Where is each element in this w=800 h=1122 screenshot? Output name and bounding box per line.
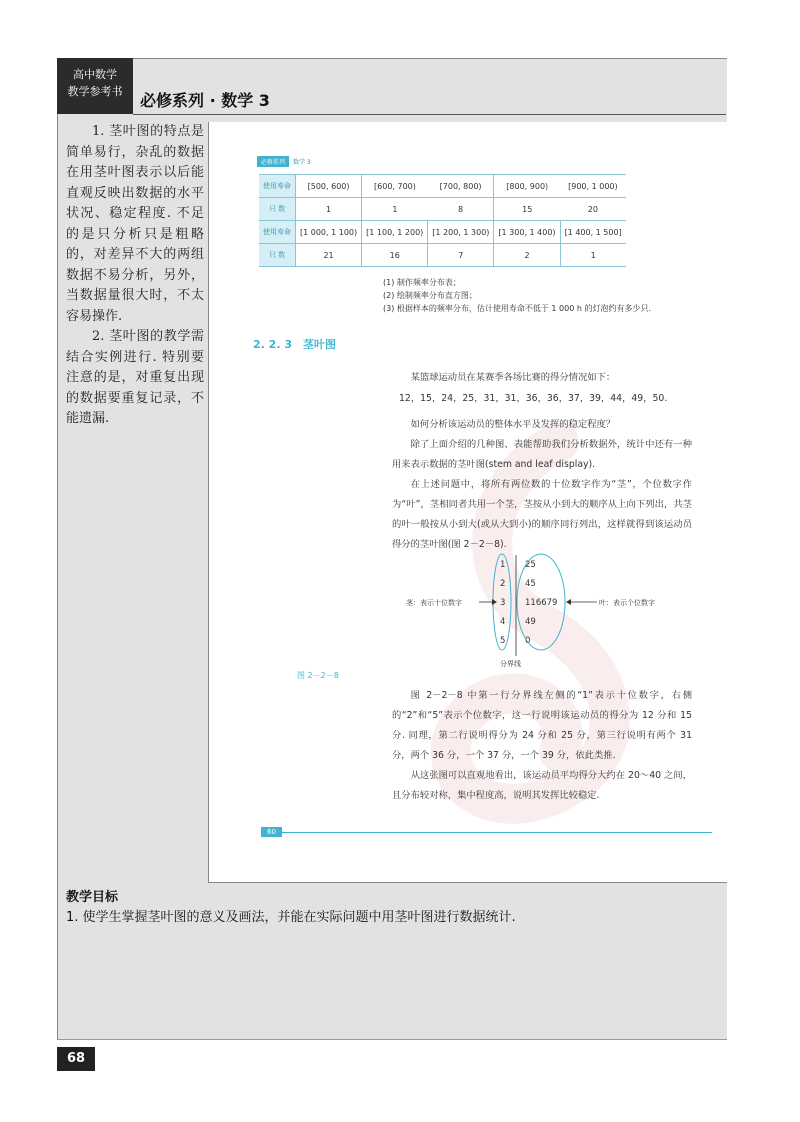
question-paragraph: 如何分析该运动员的整体水平及发挥的稳定程度？ [410,419,616,430]
table-cell: 15 [494,198,560,221]
inner-series-subtitle: 数学 3 [293,159,311,166]
table-cell: 1 [296,198,362,221]
definition-text: 除了上面介绍的几种图、表能帮助我们分析数据外，统计中还有一种用来表示数据的 [392,439,692,470]
question-3: (3) 根据样本的频率分布，估计使用寿命不低于 1 000 h 的灯泡约有多少只. [383,304,652,313]
series-line-1: 高中数学 [73,68,117,81]
stem-digit: 1 [500,560,506,570]
question-2: (2) 绘制频率分布直方图； [383,291,477,300]
table-row [259,175,626,198]
goal-item-1: 1. 使学生掌握茎叶图的意义及画法，并能在实际问题中用茎叶图进行数据统计. [66,910,516,925]
table-cell: 1 [362,198,428,221]
leaf-label: 叶：表示个位数字 [599,599,655,607]
header-divider [133,114,726,115]
section-heading: 2. 2. 3 茎叶图 [253,338,336,351]
table-cell: [600, 700) [362,175,428,198]
inner-page-footer [261,827,712,837]
stem-label: 茎：表示十位数字 [406,599,462,607]
divider-label: 分界线 [500,660,521,668]
inner-series-tag: 必修系列 [257,156,289,167]
table-cell: 1 [560,244,626,267]
goals-title: 教学目标 [66,890,119,905]
table-cell: 8 [428,198,494,221]
textbook-page-excerpt [208,122,727,883]
conclusion-paragraph: 从这张图可以直观地看出，该运动员平均得分大约在 20～40 之间，且分布较对称，集中程度高，说明其发挥比较稳定. [392,770,692,801]
table-cell: 只 数 [259,244,296,267]
table-row [259,198,626,221]
table-cell: [700, 800) [428,175,494,198]
series-badge [57,58,133,114]
question-1: (1) 制作频率分布表； [383,278,461,287]
inner-footer-rule [282,832,712,833]
main-text [392,415,692,555]
side-note-paragraph-2: 2. 茎叶图的教学需结合实例进行. 特别要注意的是，对重复出现的数据要重复记录，不能遗漏. [66,329,204,426]
table-cell: 21 [296,244,362,267]
leaf-digits: 49 [525,617,536,627]
stem-digit: 4 [500,617,506,627]
construction-paragraph: 在上述问题中，将所有两位数的十位数字作为“茎”，个位数字作为“叶”，茎相同者共用一个茎，茎按从小到大的顺序从上向下列出，共茎的叶一般按从小到大(或从大到小)的顺序同行列出，这样就得到该运动员得分的茎叶图(图 2－2－8). [392,479,692,550]
table-cell: [1 200, 1 300) [428,221,494,244]
series-line-2: 教学参考书 [67,85,123,98]
table-cell: 只 数 [259,198,296,221]
table-cell: [800, 900) [494,175,560,198]
exercise-questions [383,276,651,315]
inner-header-strip [257,156,311,167]
stem-leaf-definition [392,435,692,475]
leaf-digits: 45 [525,579,536,589]
table-cell: 2 [494,244,560,267]
table-cell: [1 300, 1 400) [494,221,560,244]
table-row [259,221,626,244]
explanation-paragraph: 图 2－2－8 中第一行分界线左侧的“1”表示十位数字，右侧的“2”和“5”表示个位数字，这一行说明该运动员的得分为 12 分和 15 分. 同理，第二行说明得分为 24 分和 25 分，第三行说明有两个 31 分，两个 36 分，一个 37 分，一个 39 分，依此类推. [392,690,692,761]
page-number: 68 [57,1047,95,1071]
intro-text [392,368,692,388]
figure-caption: 图 2－2－8 [297,671,339,680]
leaf-arrowhead [566,599,571,605]
table-cell: [500, 600) [296,175,362,198]
table-cell: 使用寿命 [259,221,296,244]
side-note [66,122,204,430]
table-cell: 16 [362,244,428,267]
stem-leaf-term: 茎叶图 [457,459,485,470]
inner-page-number: 60 [261,827,282,837]
table-cell: 20 [560,198,626,221]
definition-english: (stem and leaf display). [485,459,596,470]
table-cell: [1 400, 1 500] [560,221,626,244]
stem-arrowhead [492,599,497,605]
table-cell: 7 [428,244,494,267]
leaf-digits: 0 [525,636,531,646]
stem-digit: 3 [500,598,506,608]
stem-digit: 5 [500,636,506,646]
table-row [259,244,626,267]
table-cell: [1 100, 1 200) [362,221,428,244]
stem-leaf-diagram [389,552,689,670]
page-header-title: 必修系列 · 数学 3 [140,91,270,110]
leaf-digits: 116679 [525,598,558,608]
intro-paragraph: 某篮球运动员在某赛季各场比赛的得分情况如下： [410,372,616,383]
leaf-digits: 25 [525,560,536,570]
table-cell: [1 000, 1 100) [296,221,362,244]
table-cell: [900, 1 000) [560,175,626,198]
side-note-paragraph-1: 1. 茎叶图的特点是简单易行，杂乱的数据在用茎叶图表示以后能直观反映出数据的水平状况、稳定程度. 不足的是只分析只是粗略的，对差异不大的两组数据不易分析，另外，当数据量很大时，不太容易操作. [66,124,204,324]
bulb-life-table [259,174,626,267]
table-cell: 使用寿命 [259,175,296,198]
explanation-text [392,686,692,806]
stem-digit: 2 [500,579,506,589]
score-data: 12，15，24，25，31，31，36，36，37，39，44，49，50. [399,393,668,404]
teaching-goals [66,888,716,928]
